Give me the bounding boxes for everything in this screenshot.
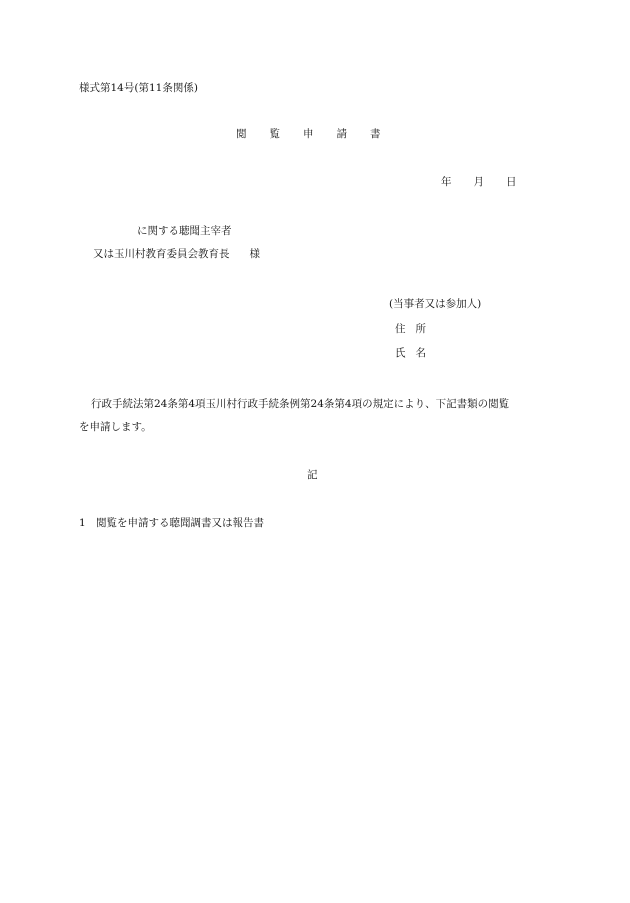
list-item-number: 1 — [79, 517, 86, 529]
name-label-char: 名 — [415, 347, 426, 359]
body-text-line-1: 行政手続法第24条第4項玉川村行政手続条例第24条第4項の規定により、下記書類の閲覧 — [91, 398, 510, 410]
addressee-title: 又は玉川村教育委員会教育長 — [93, 248, 230, 260]
year-label: 年 — [441, 176, 452, 188]
name-label-char: 氏 — [395, 347, 406, 359]
addressee-line-2 — [93, 247, 260, 261]
addressee-honorific: 様 — [249, 248, 260, 260]
list-item-text: 閲覧を申請する聴聞調書又は報告書 — [96, 517, 264, 529]
applicant-address-label — [395, 322, 426, 336]
addressee-line-1: に関する聴聞主宰者 — [137, 225, 232, 237]
title-char: 書 — [370, 128, 381, 140]
title-char: 請 — [336, 128, 347, 140]
form-number: 様式第14号(第11条関係) — [79, 82, 198, 94]
list-item — [79, 516, 264, 530]
title-char: 申 — [303, 128, 314, 140]
month-label: 月 — [473, 176, 484, 188]
date-line — [441, 175, 517, 189]
day-label: 日 — [506, 176, 517, 188]
ki-heading: 記 — [307, 469, 318, 481]
title-char: 覧 — [269, 128, 280, 140]
document-title — [236, 127, 381, 141]
applicant-heading: (当事者又は参加人) — [389, 298, 482, 310]
body-text-line-2: を申請します。 — [79, 421, 152, 433]
address-label-char: 所 — [415, 323, 426, 335]
applicant-name-label — [395, 346, 426, 360]
title-char: 閲 — [236, 128, 247, 140]
address-label-char: 住 — [395, 323, 406, 335]
